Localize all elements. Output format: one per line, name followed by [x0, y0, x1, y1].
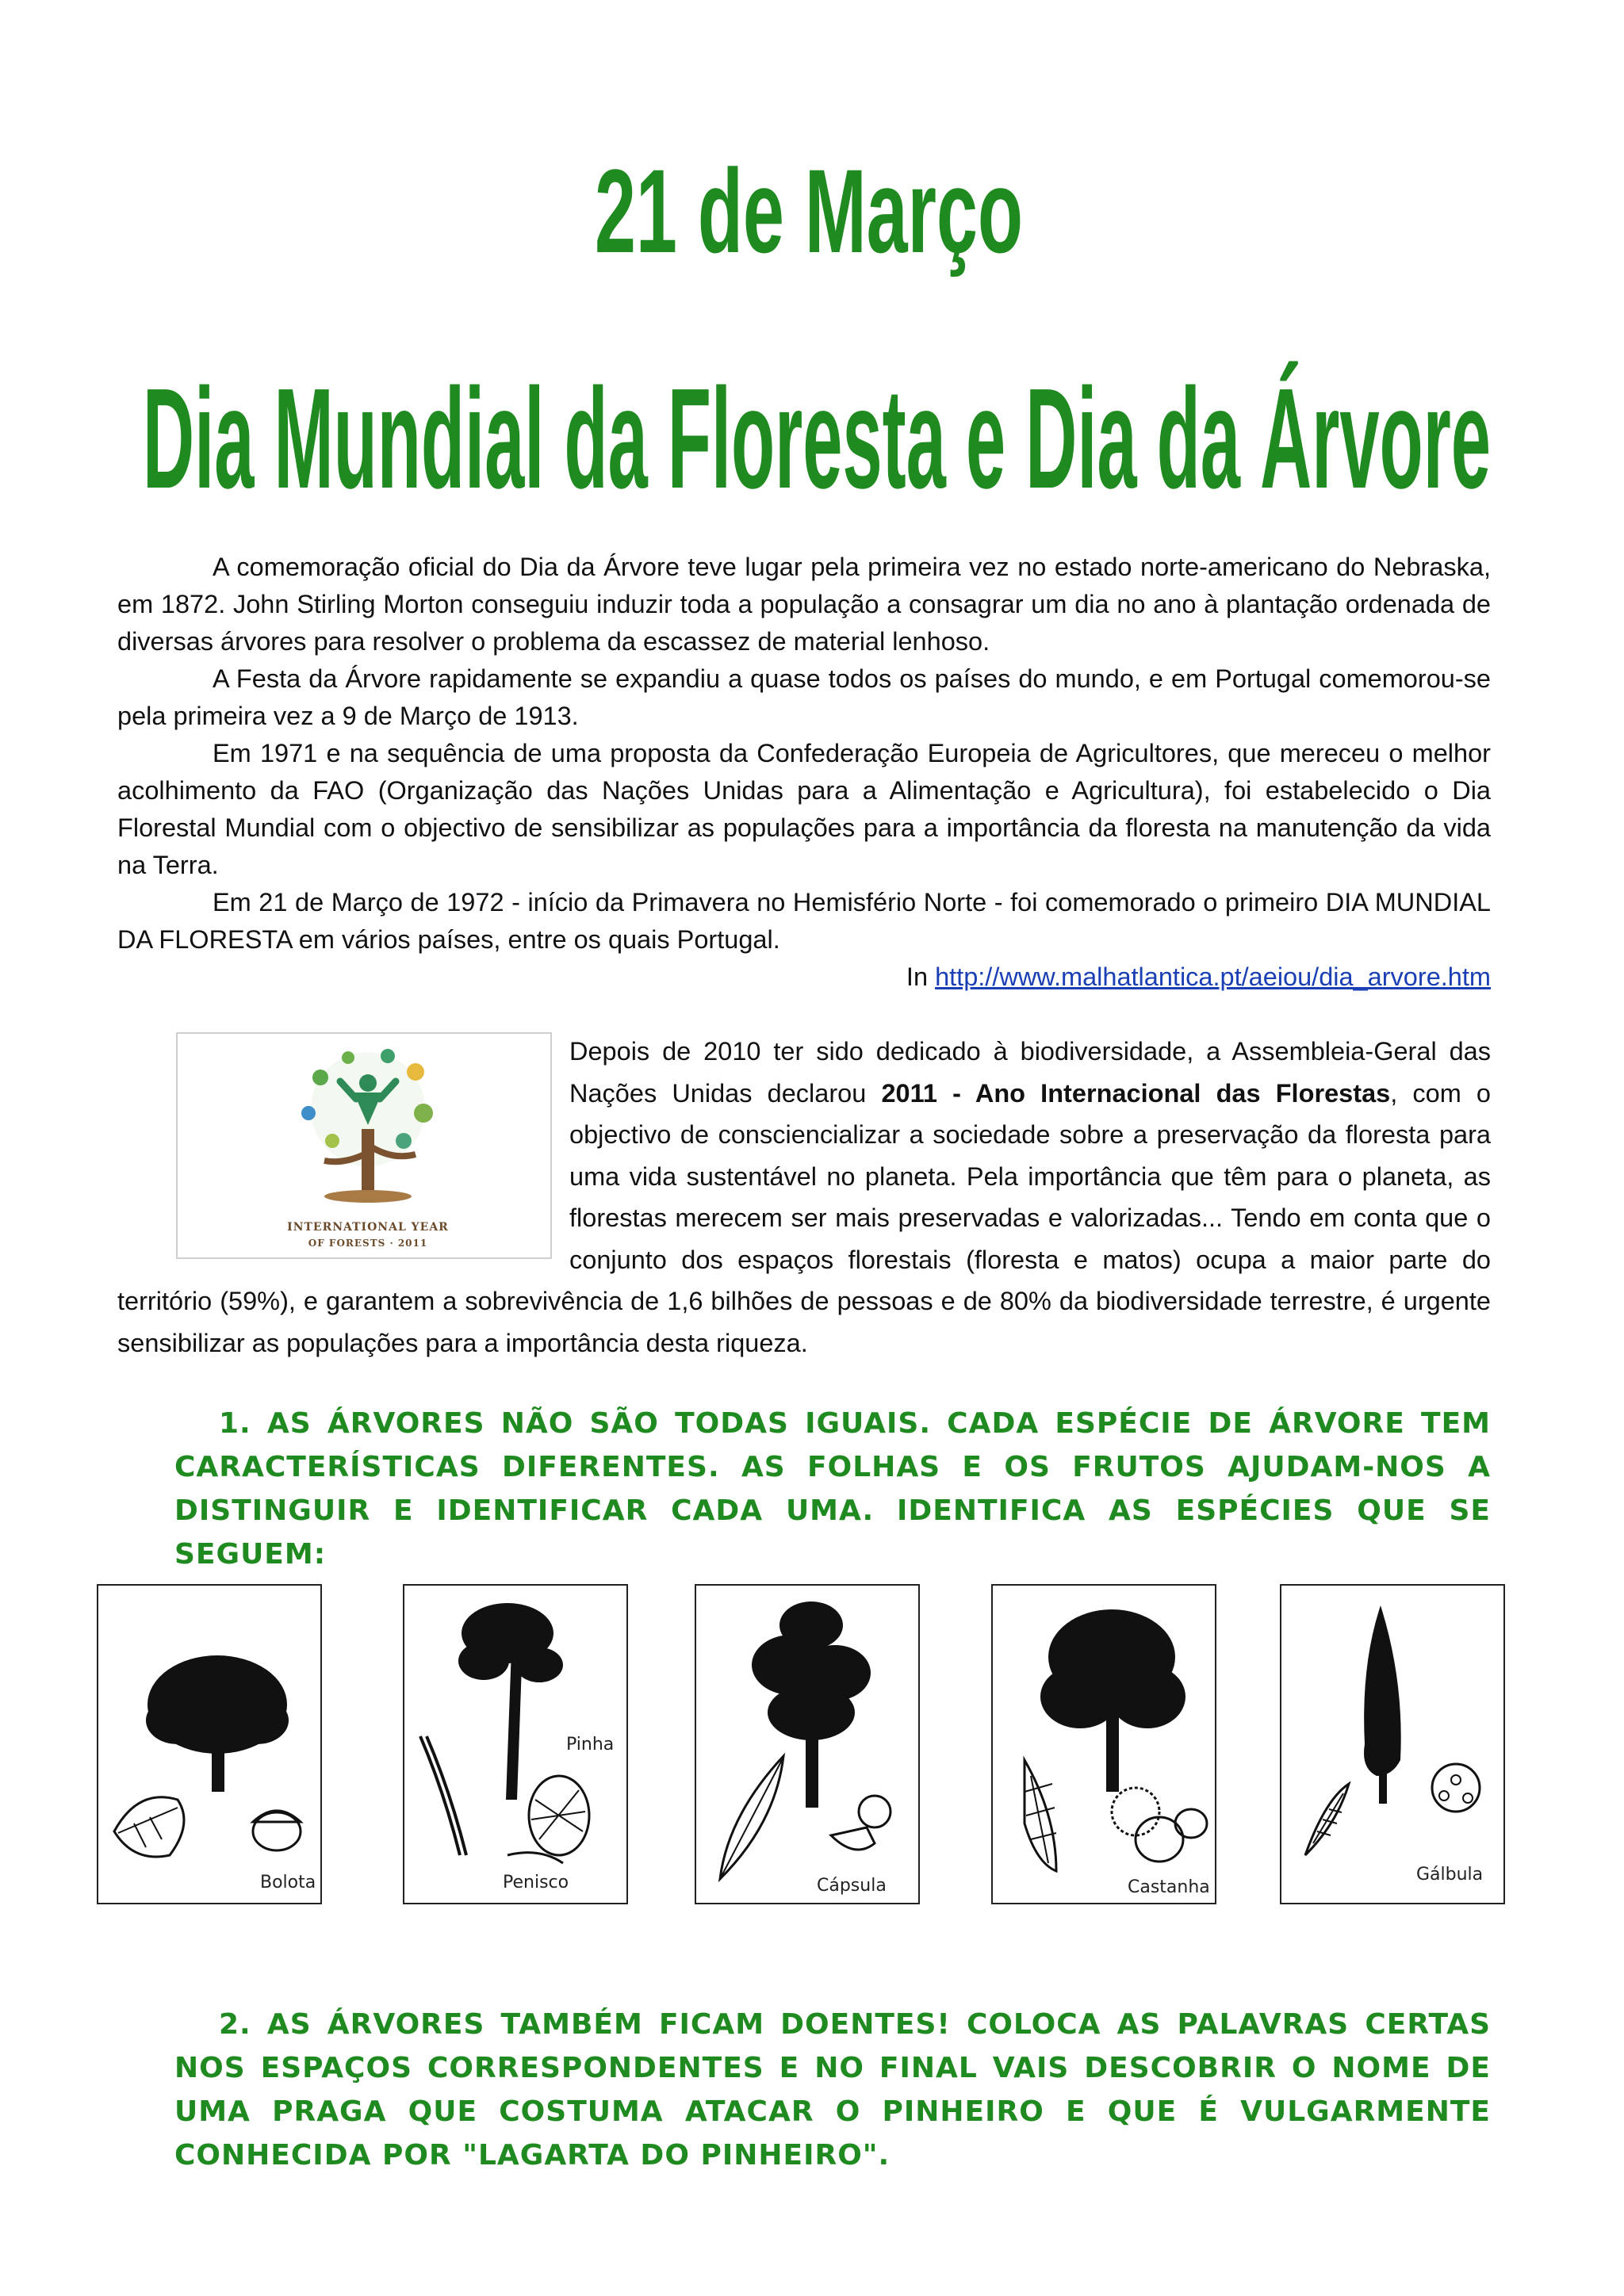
exercise-2 [174, 2003, 1491, 2177]
tree-label-galbula: Gálbula [1416, 1865, 1484, 1885]
intro-paragraph: A comemoração oficial do Dia da Árvore teve lugar pela primeira vez no estado norte-americano do Nebraska, em 1872. John Stirling Morton conseguiu induzir toda a população a consagrar um dia no ano à plantação ordenada de diversas árvores para resolver o problema da escassez de material lenhoso. [117, 553, 1491, 656]
exercise-1-number: 1. [219, 1407, 251, 1440]
source-prefix: In [906, 962, 936, 991]
exercise-2-text: AS ÁRVORES TAMBÉM FICAM DOENTES! COLOCA AS PALAVRAS CERTAS NOS ESPAÇOS CORRESPONDENTES E NO FINAL VAIS DESCOBRIR O NOME DE UMA PRAGA QUE COSTUMA ATACAR O PINHEIRO E QUE É VULGARMENTE CONHECIDA POR "LAGARTA DO PINHEIRO". [174, 2008, 1491, 2172]
tree-label-bolota: Bolota [260, 1873, 316, 1892]
eucalyptus-tree-icon [696, 1586, 918, 1903]
tree-label-capsula: Cápsula [817, 1876, 887, 1896]
title-date: 21 de Março [595, 144, 1023, 277]
intro-paragraph: A Festa da Árvore rapidamente se expandiu a quase todos os países do mundo, e em Portugal comemorou-se pela primeira vez a 9 de Março de 1913. [117, 664, 1491, 730]
chestnut-tree-icon [993, 1586, 1215, 1903]
tree-card-oak [97, 1584, 322, 1904]
intro-paragraph: Em 21 de Março de 1972 - início da Primavera no Hemisfério Norte - foi comemorado o primeiro DIA MUNDIAL DA FLORESTA em vários países, entre os quais Portugal. [117, 888, 1491, 954]
tree-label-penisco: Penisco [503, 1873, 569, 1892]
exercise-1-text: AS ÁRVORES NÃO SÃO TODAS IGUAIS. CADA ESPÉCIE DE ÁRVORE TEM CARACTERÍSTICAS DIFERENTES. AS FOLHAS E OS FRUTOS AJUDAM-NOS A DISTINGUIR E IDENTIFICAR CADA UMA. IDENTIFICA AS ESPÉCIES QUE SE SEGUEM: [174, 1407, 1491, 1571]
title-graphic [0, 0, 1624, 555]
tree-card-chestnut [991, 1584, 1216, 1904]
para2-text-after: , com o objectivo de consciencializar a sociedade sobre a preservação da floresta para uma vida sustentável no planeta. Pela importância que têm para o planeta, as florestas merecem ser mais preservadas e valorizadas... Tendo em conta que o conjunto dos espaços florestais (floresta e matos) ocupa a maior parte do território (59%), e garantem a sobrevivência de 1,6 bilhões de pessoas e de 80% da biodiversidade terrestre, é urgente sensibilizar as populações para a importância desta riqueza. [117, 1078, 1491, 1357]
source-line [117, 959, 1491, 996]
forests-year-logo [176, 1032, 552, 1259]
tree-label-castanha: Castanha [1128, 1877, 1210, 1897]
exercise-2-number: 2. [219, 2008, 251, 2041]
intro-text [117, 549, 1491, 996]
logo-caption-line1: INTERNATIONAL YEAR [287, 1221, 449, 1234]
tree-logo-icon [178, 1034, 550, 1257]
tree-card-pine [403, 1584, 628, 1904]
para2-text-before: Depois de 2010 ter sido dedicado à biodiversidade, a Assembleia-Geral das Nações Unidas declarou [569, 1037, 1491, 1108]
tree-card-eucalyptus [695, 1584, 920, 1904]
title-main: Dia Mundial da Floresta e Dia da Árvore [143, 359, 1491, 519]
oak-tree-icon [98, 1586, 320, 1903]
exercise-1 [174, 1402, 1491, 1576]
logo-caption-line2: OF FORESTS · 2011 [308, 1238, 428, 1249]
source-link[interactable]: http://www.malhatlantica.pt/aeiou/dia_arvore.htm [935, 962, 1491, 991]
para2-bold: 2011 - Ano Internacional das Florestas [881, 1078, 1391, 1108]
intro-paragraph: Em 1971 e na sequência de uma proposta da Confederação Europeia de Agricultores, que mereceu o melhor acolhimento da FAO (Organização das Nações Unidas para a Alimentação e Agricultura), foi estabelecido o Dia Florestal Mundial com o objectivo de sensibilizar as populações para a importância da floresta na manutenção da vida na Terra. [117, 739, 1491, 879]
cypress-tree-icon [1281, 1586, 1503, 1903]
tree-label-pinha: Pinha [566, 1735, 615, 1755]
tree-card-cypress [1280, 1584, 1505, 1904]
